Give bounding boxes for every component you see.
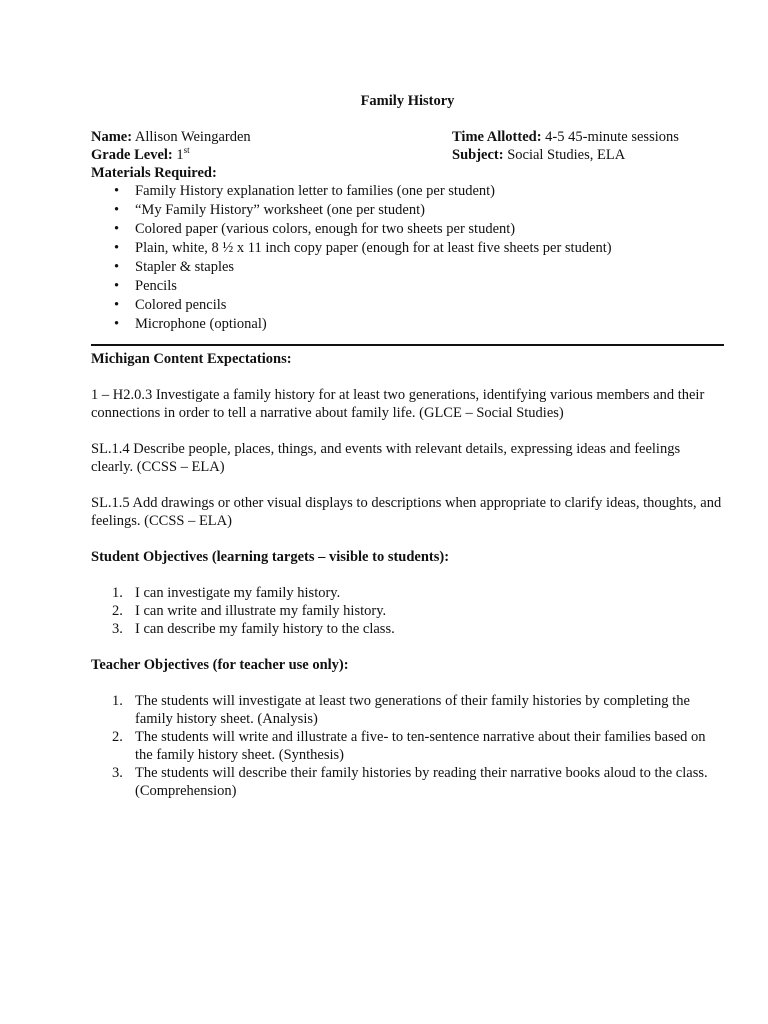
list-item bbox=[91, 764, 724, 800]
materials-item: • Family History explanation letter to families (one per student) bbox=[91, 182, 724, 201]
list-number: 3. bbox=[112, 621, 123, 637]
info-row-1 bbox=[91, 128, 724, 146]
lesson-plan bbox=[91, 92, 724, 800]
list-number: 2. bbox=[112, 603, 123, 619]
info-row-2 bbox=[91, 146, 724, 164]
grade-field bbox=[91, 146, 452, 164]
student-objectives-list bbox=[91, 584, 724, 638]
objective-text: The students will describe their family histories by reading their narrative books aloud to the class. (Comprehension) bbox=[135, 765, 708, 799]
list-number: 3. bbox=[112, 765, 123, 781]
subject-field bbox=[452, 146, 724, 164]
name-value: Allison Weingarden bbox=[134, 129, 251, 145]
document-title: Family History bbox=[360, 93, 455, 109]
name-label: Name: bbox=[91, 129, 133, 145]
expectation-paragraph: SL.1.4 Describe people, places, things, and events with relevant details, expressing ideas and feelings clearly. (CCSS – ELA) bbox=[91, 441, 681, 475]
objective-text: I can describe my family history to the class. bbox=[135, 621, 395, 637]
list-item bbox=[91, 728, 724, 764]
name-field bbox=[91, 128, 452, 146]
objective-text: The students will investigate at least two generations of their family histories by completing the family history sheet. (Analysis) bbox=[135, 693, 690, 727]
grade-label: Grade Level: bbox=[91, 147, 173, 163]
expectation-paragraph: SL.1.5 Add drawings or other visual displays to descriptions when appropriate to clarify ideas, thoughts, and feelings. (CCSS – ELA) bbox=[91, 495, 722, 529]
materials-item: • Microphone (optional) bbox=[91, 315, 724, 334]
list-item bbox=[91, 692, 724, 728]
time-field bbox=[452, 128, 724, 146]
materials-heading: Materials Required: bbox=[91, 165, 217, 181]
list-number: 2. bbox=[112, 729, 123, 745]
teacher-objectives-heading: Teacher Objectives (for teacher use only): bbox=[91, 657, 349, 673]
time-label: Time Allotted: bbox=[452, 129, 542, 145]
spacer bbox=[91, 674, 724, 692]
list-number: 1. bbox=[112, 693, 123, 709]
objective-text: I can investigate my family history. bbox=[135, 585, 341, 601]
subject-value: Social Studies, ELA bbox=[507, 147, 626, 163]
spacer bbox=[91, 566, 724, 584]
objective-text: I can write and illustrate my family history. bbox=[135, 603, 387, 619]
materials-item: • Pencils bbox=[91, 277, 724, 296]
student-objectives-heading: Student Objectives (learning targets – visible to students): bbox=[91, 549, 450, 565]
teacher-objectives-list bbox=[91, 692, 724, 800]
section-divider bbox=[91, 344, 724, 346]
expectation-paragraph: 1 – H2.0.3 Investigate a family history for at least two generations, identifying various members and their connections in order to tell a narrative about family life. (GLCE – Social Studies) bbox=[91, 387, 705, 421]
objective-text: The students will write and illustrate a five- to ten-sentence narrative about their families based on the family history sheet. (Synthesis) bbox=[135, 729, 706, 763]
materials-list bbox=[91, 182, 724, 334]
grade-number: 1 bbox=[176, 147, 184, 163]
list-number: 1. bbox=[112, 585, 123, 601]
materials-item: • Colored paper (various colors, enough for two sheets per student) bbox=[91, 220, 724, 239]
materials-item: • Stapler & staples bbox=[91, 258, 724, 277]
materials-item: • Plain, white, 8 ½ x 11 inch copy paper (enough for at least five sheets per student) bbox=[91, 239, 724, 258]
grade-value bbox=[176, 147, 189, 163]
grade-suffix: st bbox=[183, 145, 190, 155]
materials-item: • Colored pencils bbox=[91, 296, 724, 315]
list-item bbox=[91, 602, 724, 620]
subject-label: Subject: bbox=[452, 147, 504, 163]
time-value: 4-5 45-minute sessions bbox=[545, 129, 679, 145]
list-item bbox=[91, 584, 724, 602]
expectations-heading: Michigan Content Expectations: bbox=[91, 351, 292, 367]
list-item bbox=[91, 620, 724, 638]
materials-item: • “My Family History” worksheet (one per student) bbox=[91, 201, 724, 220]
